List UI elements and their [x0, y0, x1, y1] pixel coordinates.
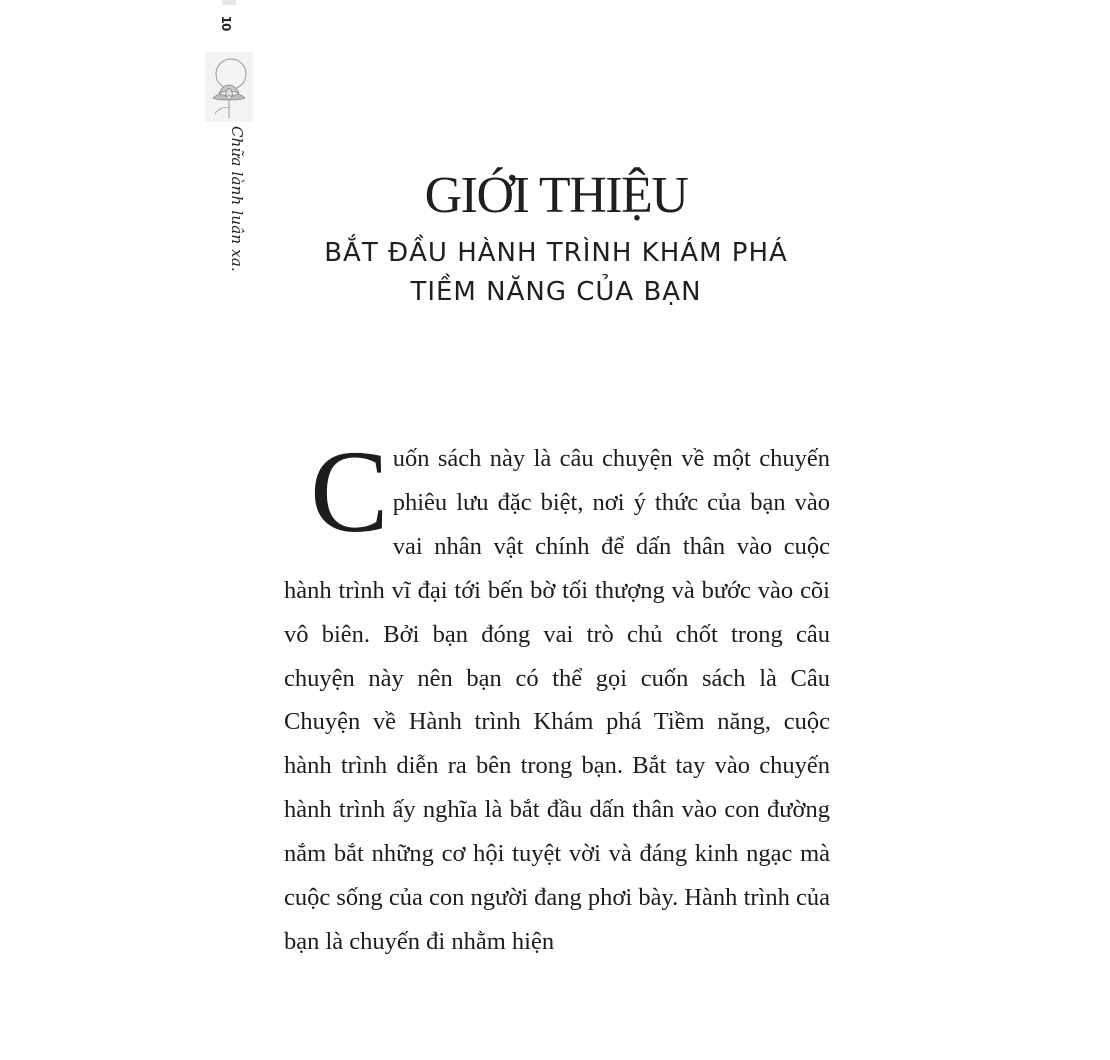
body-block	[284, 426, 830, 964]
top-tab	[222, 0, 236, 5]
margin-strip	[200, 0, 260, 300]
lotus-flower-image	[205, 52, 253, 122]
body-paragraph	[284, 426, 830, 964]
running-title: Chữa lành luân xa.	[228, 126, 246, 272]
page-number: 10	[219, 15, 233, 31]
body-paragraph-text: uốn sách này là câu chuyện về một chuyến phiêu lưu đặc biệt, nơi ý thức của bạn vào vai nhân vật chính để dấn thân vào cuộc hành trình vĩ đại tới bến bờ tối thượng và bước vào cõi vô biên. Bởi bạn đóng vai trò chủ chốt trong câu chuyện này nên bạn có thể gọi cuốn sách là Câu Chuyện về Hành trình Khám phá Tiềm năng, cuộc hành trình diễn ra bên trong bạn. Bắt tay vào chuyến hành trình ấy nghĩa là bắt đầu dấn thân vào con đường nắm bắt những cơ hội tuyệt vời và đáng kinh ngạc mà cuộc sống của con người đang phơi bày. Hành trình của bạn là chuyến đi nhằm hiện	[284, 445, 830, 955]
chapter-title: GIỚI THIỆU	[424, 167, 688, 224]
chapter-subtitle-line-2: TIỀM NĂNG CỦA BẠN	[410, 277, 702, 307]
chapter-subtitle	[256, 234, 856, 312]
chapter-subtitle-line-1: BẮT ĐẦU HÀNH TRÌNH KHÁM PHÁ	[324, 238, 788, 268]
drop-cap: C	[310, 426, 389, 557]
